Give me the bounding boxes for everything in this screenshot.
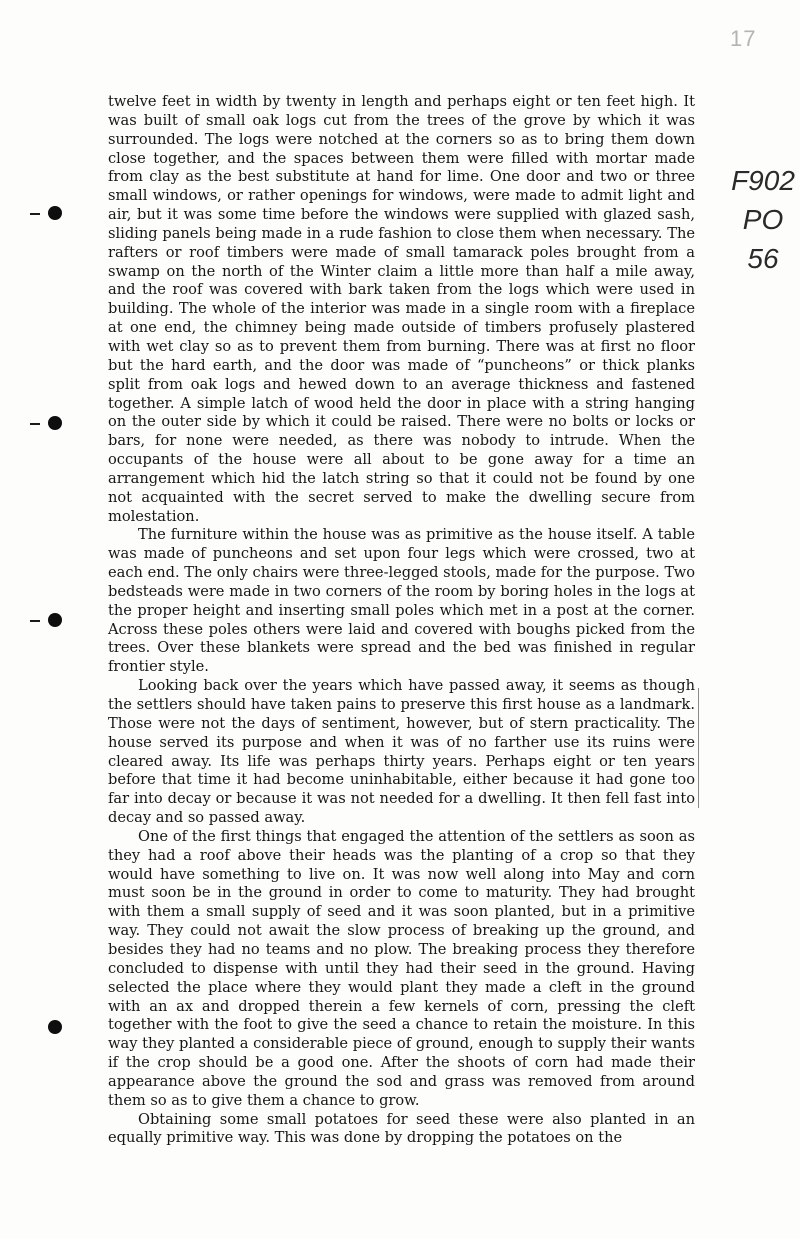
- margin-note-po: PO: [742, 204, 784, 235]
- paragraph: Obtaining some small potatoes for seed these were also planted in an equally primitive way. This was done by dropping the potatoes on the: [108, 1110, 695, 1147]
- binder-hole-icon: [48, 206, 62, 220]
- paragraph: The furniture within the house was as primitive as the house itself. A table was made of puncheons and set upon four legs which were crossed, two at each end. The only chairs were three-legged stools, made for the purpose. Two bedsteads were made in two corners of the room by boring holes in the logs at the proper height and inserting small poles which met in a post at the corner. Across these poles others were laid and covered with boughs picked from the trees. Over these blankets were spread and the bed was finished in regular frontier style.: [108, 526, 695, 676]
- paragraph: Looking back over the years which have passed away, it seems as though the settlers should have taken pains to preserve this first house as a landmark. Those were not the days of sentiment, however, but of stern practicality. The house served its purpose and when it was of no farther use its ruins were cleared away. Its life was perhaps thirty years. Perhaps eight or ten years before that time it had become uninhabitable, either because it had gone too far into decay or because it was not needed for a dwelling. It then fell fast into decay and so passed away.: [108, 677, 695, 827]
- margin-tick: [30, 423, 40, 425]
- margin-tick: [30, 620, 40, 622]
- margin-note-catalog: F902: [731, 165, 795, 196]
- paragraph: twelve feet in width by twenty in length and perhaps eight or ten feet high. It was built of small oak logs cut from the trees of the grove by which it was surrounded. The logs were notched at the corners so as to bring them down close together, and the spaces between them were filled with mortar made from clay as the best substitute at hand for lime. One door and two or three small windows, or rather openings for windows, were made to admit light and air, but it was some time before the windows were supplied with glazed sash, sliding panels being made in a rude fashion to close them when necessary. The rafters or roof timbers were made of small tamarack poles brought from a swamp on the north of the Winter claim a little more than half a mile away, and the roof was covered with bark taken from the logs which were used in building. The whole of the interior was made in a single room with a fireplace at one end, the chimney being made outside of timbers profusely plastered with wet clay so as to prevent them from burning. There was at first no floor but the hard earth, and the door was made of “puncheons” or thick planks split from oak logs and hewed down to an average thickness and fastened together. A simple latch of wood held the door in place with a string hanging on the outer side by which it could be raised. There were no bolts or locks or bars, for none were needed, as there was nobody to intrude. When the occupants of the house were all about to be gone away for a time an arrangement which hid the latch string so that it could not be found by one not acquainted with the secret served to make the dwelling secure from molestation.: [108, 93, 695, 525]
- margin-note-number: 56: [747, 243, 779, 274]
- binder-hole-icon: [48, 416, 62, 430]
- body-text: [108, 93, 695, 1148]
- margin-tick: [30, 213, 40, 215]
- page-number: 17: [730, 26, 757, 51]
- margin-rule: [698, 688, 699, 808]
- binder-hole-icon: [48, 1020, 62, 1034]
- paragraph: One of the first things that engaged the attention of the settlers as soon as they had a roof above their heads was the planting of a crop so that they would have something to live on. It was now well along into May and corn must soon be in the ground in order to come to maturity. They had brought with them a small supply of seed and it was soon planted, but in a primitive way. They could not await the slow process of breaking up the ground, and besides they had no teams and no plow. The breaking process they therefore concluded to dispense with until they had their seed in the ground. Having selected the place where they would plant they made a cleft in the ground with an ax and dropped therein a few kernels of corn, pressing the cleft together with the foot to give the seed a chance to retain the moisture. In this way they planted a considerable piece of ground, enough to supply their wants if the crop should be a good one. After the shoots of corn had made their appearance above the ground the sod and grass was removed from around them so as to give them a chance to grow.: [108, 827, 695, 1109]
- binder-hole-icon: [48, 613, 62, 627]
